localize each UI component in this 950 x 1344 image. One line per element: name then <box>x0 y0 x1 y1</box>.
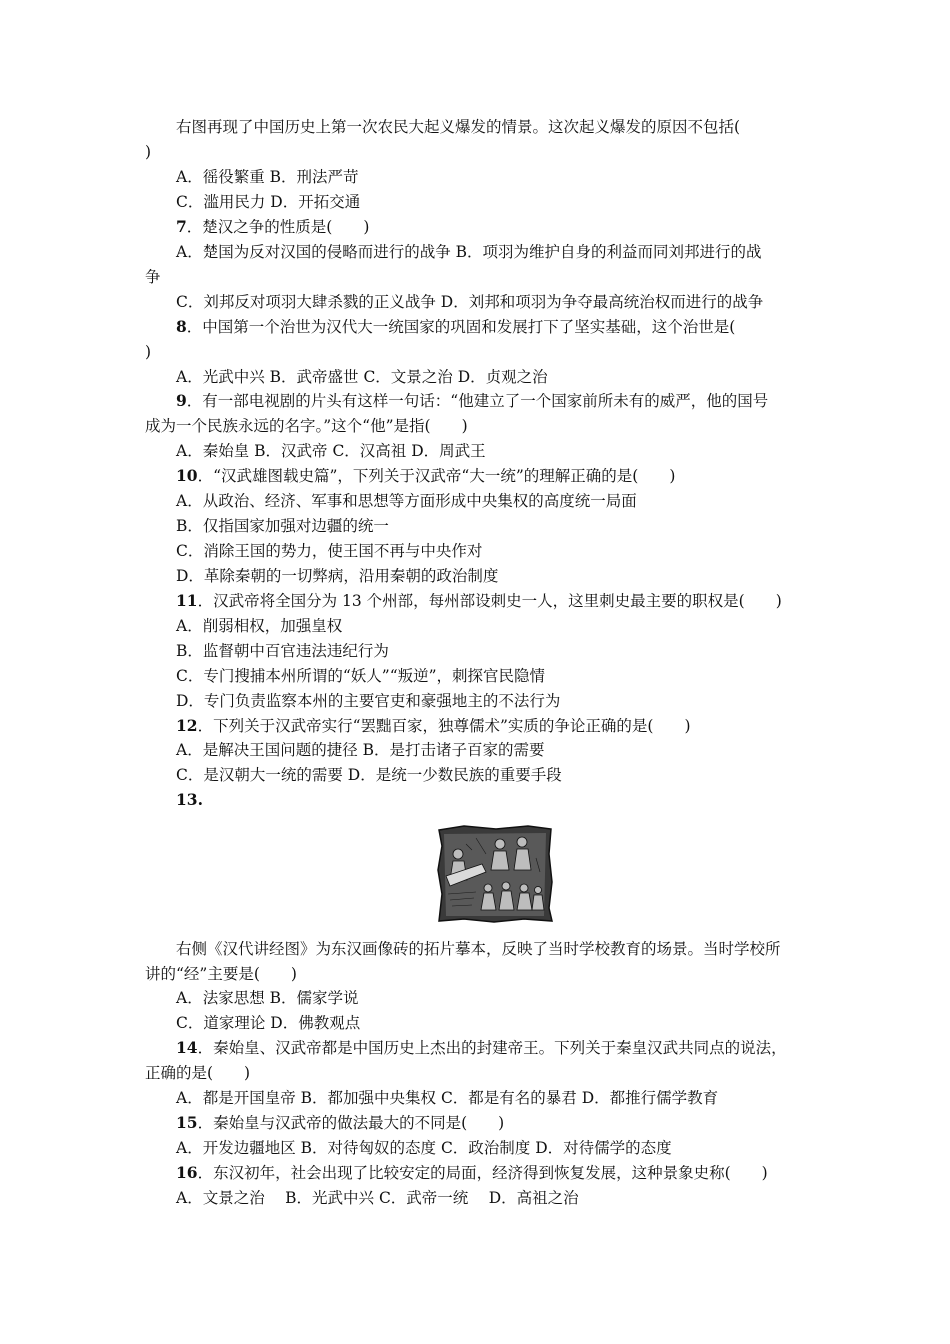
question-number: 7 <box>176 217 187 236</box>
text-line <box>176 1163 768 1183</box>
text-line <box>176 541 482 561</box>
question-number: 11 <box>176 591 198 610</box>
line-text: D．专门负责监察本州的主要官吏和豪强地主的不法行为 <box>176 692 561 710</box>
text-line <box>176 691 560 711</box>
text-line <box>176 1038 787 1058</box>
text-line <box>176 441 486 461</box>
text-line <box>176 1188 579 1208</box>
line-text: B．仅指国家加强对边疆的统一 <box>176 517 389 535</box>
text-line <box>176 641 389 661</box>
question-number: 8 <box>176 317 187 336</box>
line-text: C．是汉朝大一统的需要 D．是统一少数民族的重要手段 <box>176 766 562 784</box>
line-text: B．监督朝中百官违法违纪行为 <box>176 642 389 660</box>
line-text: ) <box>145 343 152 361</box>
line-text: ) <box>145 143 152 161</box>
text-line <box>145 342 151 362</box>
text-line <box>176 242 762 262</box>
line-text: ．汉武帝将全国分为 13 个州部，每州部设刺史一人，这里刺史最主要的职权是( ) <box>197 592 782 610</box>
text-line <box>176 790 203 810</box>
line-text: ．下列关于汉武帝实行“罢黜百家，独尊儒术”实质的争论正确的是( ) <box>197 717 691 735</box>
line-text: 讲的“经”主要是( ) <box>145 965 297 983</box>
line-text: 成为一个民族永远的名字。”这个“他”是指( ) <box>145 417 468 435</box>
text-line <box>176 1138 672 1158</box>
text-line <box>176 566 498 586</box>
text-line <box>176 1088 718 1108</box>
line-text: ．有一部电视剧的片头有这样一句话：“他建立了一个国家前所未有的威严，他的国号 <box>186 392 769 410</box>
question-number: 9 <box>176 391 187 410</box>
text-line <box>176 988 359 1008</box>
line-text: ．秦始皇与汉武帝的做法最大的不同是( ) <box>197 1114 505 1132</box>
text-line <box>176 292 763 312</box>
line-text: A．是解决王国问题的捷径 B．是打击诸子百家的需要 <box>176 741 545 759</box>
text-line <box>145 142 151 162</box>
line-text: A．文景之治 B．光武中兴 C．武帝一统 D．高祖之治 <box>176 1189 579 1207</box>
line-text: A．从政治、经济、军事和思想等方面形成中央集权的高度统一局面 <box>176 492 637 510</box>
question-number: 14 <box>176 1038 198 1057</box>
text-line <box>176 491 637 511</box>
question-number: 12 <box>176 716 198 735</box>
line-text: ．东汉初年，社会出现了比较安定的局面，经济得到恢复发展，这种景象史称( ) <box>197 1164 768 1182</box>
line-text: C．专门搜捕本州所谓的“妖人”“叛逆”，刺探官民隐情 <box>176 667 546 685</box>
line-text: 右侧《汉代讲经图》为东汉画像砖的拓片摹本，反映了当时学校教育的场景。当时学校所 <box>176 940 781 958</box>
text-line <box>145 1063 250 1083</box>
text-line <box>176 466 675 486</box>
line-text: A．楚国为反对汉国的侵略而进行的战争 B．项羽为维护自身的利益而同刘邦进行的战 <box>176 243 762 261</box>
line-text: A．光武中兴 B．武帝盛世 C．文景之治 D．贞观之治 <box>176 368 548 386</box>
text-line <box>176 217 369 237</box>
han-lecture-rubbing-figure <box>436 824 554 924</box>
text-line <box>176 391 768 411</box>
text-line <box>176 367 548 387</box>
line-text: ．秦始皇、汉武帝都是中国历史上杰出的封建帝王。下列关于秦皇汉武共同点的说法， <box>197 1039 787 1057</box>
line-text: D．革除秦朝的一切弊病，沿用秦朝的政治制度 <box>176 567 499 585</box>
line-text: 争 <box>145 268 161 286</box>
text-line <box>145 416 468 436</box>
text-line <box>176 666 545 686</box>
text-line <box>176 192 360 212</box>
line-text: C．滥用民力 D．开拓交通 <box>176 193 361 211</box>
text-line <box>176 740 545 760</box>
text-line <box>176 591 782 611</box>
line-text: A．徭役繁重 B．刑法严苛 <box>176 168 359 186</box>
line-text: C．刘邦反对项羽大肆杀戮的正义战争 D．刘邦和项羽为争夺最高统治权而进行的战争 <box>176 293 764 311</box>
text-line <box>176 1113 504 1133</box>
question-number: 13. <box>176 790 203 809</box>
line-text: A．开发边疆地区 B．对待匈奴的态度 C．政治制度 D．对待儒学的态度 <box>176 1139 672 1157</box>
line-text: ．中国第一个治世为汉代大一统国家的巩固和发展打下了坚实基础，这个治世是( <box>186 318 736 336</box>
text-line <box>145 267 161 287</box>
text-line <box>176 117 740 137</box>
line-text: A．法家思想 B．儒家学说 <box>176 989 359 1007</box>
line-text: ．“汉武雄图载史篇”，下列关于汉武帝“大一统”的理解正确的是( ) <box>197 467 676 485</box>
text-line <box>176 167 359 187</box>
question-number: 16 <box>176 1163 198 1182</box>
text-line <box>176 939 781 959</box>
line-text: C．消除王国的势力，使王国不再与中央作对 <box>176 542 483 560</box>
text-line <box>176 317 735 337</box>
line-text: A．秦始皇 B．汉武帝 C．汉高祖 D．周武王 <box>176 442 486 460</box>
line-text: A．削弱相权，加强皇权 <box>176 617 343 635</box>
text-line <box>176 765 562 785</box>
question-number: 10 <box>176 466 198 485</box>
text-line <box>145 964 297 984</box>
text-line <box>176 1013 360 1033</box>
line-text: A．都是开国皇帝 B．都加强中央集权 C．都是有名的暴君 D．都推行儒学教育 <box>176 1089 719 1107</box>
line-text: ．楚汉之争的性质是( ) <box>186 218 370 236</box>
text-line <box>176 616 342 636</box>
line-text: 右图再现了中国历史上第一次农民大起义爆发的情景。这次起义爆发的原因不包括( <box>176 118 741 136</box>
line-text: 正确的是( ) <box>145 1064 251 1082</box>
line-text: C．道家理论 D．佛教观点 <box>176 1014 361 1032</box>
question-number: 15 <box>176 1113 198 1132</box>
text-line <box>176 516 389 536</box>
text-line <box>176 716 691 736</box>
